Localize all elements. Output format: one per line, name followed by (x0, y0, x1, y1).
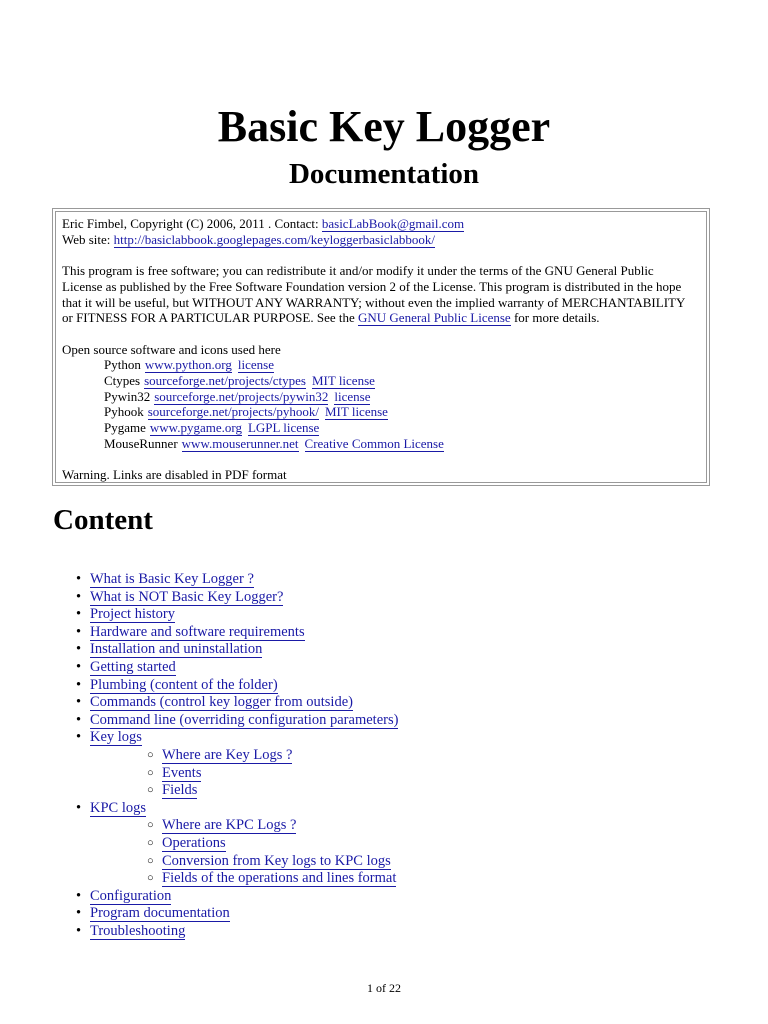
website-link[interactable]: http://basiclabbook.googlepages.com/keyloggerbasiclabbook/ (113, 231, 435, 247)
software-name: Pygame (104, 420, 146, 436)
toc-link-hardware-and-software-requirements[interactable]: Hardware and software requirements (90, 623, 305, 640)
bullet-icon: • (76, 623, 82, 640)
software-row-pyhook (62, 404, 700, 420)
toc-link-installation-and-uninstallation[interactable]: Installation and uninstallation (90, 641, 263, 658)
software-link[interactable]: license (334, 388, 371, 404)
bullet-icon: • (76, 571, 82, 587)
software-name: Ctypes (104, 373, 141, 388)
circle-bullet-icon: ○ (147, 819, 154, 832)
toc-item (56, 712, 398, 730)
license-line-3: that it will be useful, but WITHOUT ANY WARRANTY; without even the implied warranty of MERCHANTABILITY (62, 294, 686, 310)
toc-subitem (90, 853, 398, 871)
toc-item (56, 624, 398, 642)
gpl-link[interactable]: GNU General Public License (358, 310, 511, 326)
toc-item (56, 571, 398, 589)
software-link[interactable]: sourceforge.net/projects/pywin32 (154, 388, 329, 404)
software-row-pywin32 (62, 389, 700, 405)
software-link[interactable]: www.mouserunner.net (181, 435, 299, 451)
circle-bullet-icon: ○ (147, 748, 154, 761)
spacer (62, 247, 700, 263)
toc-item (56, 694, 398, 712)
content-heading: Content (53, 504, 153, 536)
software-name: Pywin32 (104, 388, 151, 404)
license-last-pre: or FITNESS FOR A PARTICULAR PURPOSE. See the (62, 310, 358, 326)
toc-item (56, 905, 398, 923)
bullet-icon: • (76, 694, 82, 711)
bullet-icon: • (76, 606, 82, 623)
toc-link-key-logs[interactable]: Key logs (90, 729, 142, 746)
toc-link-what-is-not-basic-key-logger[interactable]: What is NOT Basic Key Logger? (90, 588, 284, 605)
contact-email-link[interactable]: basicLabBook@gmail.com (321, 216, 465, 231)
toc-item (56, 606, 398, 624)
software-name: Python (104, 357, 141, 373)
page-number: 1 of 22 (367, 981, 401, 995)
license-line-4 (62, 310, 700, 326)
toc-link-program-documentation[interactable]: Program documentation (90, 905, 230, 922)
license-line-2: License as published by the Free Software Foundation version 2 of the License. This program is distributed in the hope (62, 278, 682, 294)
software-link[interactable]: sourceforge.net/projects/ctypes (144, 373, 306, 388)
toc-item (56, 659, 398, 677)
info-box-inner (55, 211, 707, 483)
bullet-icon: • (76, 905, 82, 922)
circle-bullet-icon: ○ (147, 836, 154, 849)
toc-subitem (90, 747, 398, 765)
license-last-post: for more details. (510, 310, 600, 326)
circle-bullet-icon: ○ (147, 766, 154, 779)
circle-bullet-icon: ○ (147, 784, 154, 797)
website-line (62, 232, 700, 248)
toc-link-where-are-key-logs[interactable]: Where are Key Logs ? (162, 746, 293, 763)
bullet-icon: • (76, 922, 82, 939)
software-row-ctypes (62, 373, 700, 389)
software-row-pygame (62, 420, 700, 436)
toc-item (56, 677, 398, 695)
toc-sublist (90, 817, 398, 887)
toc-subitem (90, 870, 398, 888)
spacer (62, 452, 700, 468)
pdf-warning: Warning. Links are disabled in PDF format (62, 467, 287, 483)
toc-subitem (90, 765, 398, 783)
software-row-mouserunner (62, 436, 700, 452)
bullet-icon: • (76, 588, 82, 605)
oss-intro: Open source software and icons used here (62, 341, 281, 357)
toc-link-kpc-logs[interactable]: KPC logs (90, 799, 147, 816)
toc-link-project-history[interactable]: Project history (90, 606, 175, 623)
toc-link-operations[interactable]: Operations (162, 834, 226, 851)
toc-sublist (90, 747, 398, 800)
software-name: Pyhook (104, 404, 144, 420)
circle-bullet-icon: ○ (147, 872, 154, 885)
software-name: MouseRunner (104, 435, 178, 451)
software-link[interactable]: license (237, 357, 274, 373)
toc-link-configuration[interactable]: Configuration (90, 887, 172, 904)
toc-subitem (90, 817, 398, 835)
website-label: Web site: (62, 231, 114, 247)
toc-link-events[interactable]: Events (162, 764, 202, 781)
toc-item (56, 888, 398, 906)
toc-item (56, 800, 398, 888)
bullet-icon: • (76, 676, 82, 693)
toc-link-what-is-basic-key-logger[interactable]: What is Basic Key Logger ? (90, 571, 254, 587)
document-title: Basic Key Logger (217, 102, 551, 152)
software-link[interactable]: MIT license (324, 404, 388, 420)
bullet-icon: • (76, 799, 82, 816)
toc-link-conversion-from-key-logs-to-kpc-logs[interactable]: Conversion from Key logs to KPC logs (162, 852, 391, 869)
software-link[interactable]: MIT license (311, 373, 375, 388)
software-link[interactable]: LGPL license (247, 420, 320, 436)
copyright-text: Eric Fimbel, Copyright (C) 2006, 2011 . Contact: (62, 216, 322, 231)
toc-link-fields[interactable]: Fields (162, 782, 198, 799)
toc-link-commands-control-key-logger-from-outside[interactable]: Commands (control key logger from outside) (90, 694, 353, 711)
circle-bullet-icon: ○ (147, 854, 154, 867)
software-link[interactable]: www.python.org (144, 357, 232, 373)
toc-link-plumbing-content-of-the-folder[interactable]: Plumbing (content of the folder) (90, 676, 278, 693)
spacer (62, 326, 700, 342)
info-box (52, 208, 710, 486)
bullet-icon: • (76, 658, 82, 675)
software-link[interactable]: www.pygame.org (149, 420, 242, 436)
software-row-python (62, 357, 700, 373)
bullet-icon: • (76, 729, 82, 746)
toc-link-getting-started[interactable]: Getting started (90, 658, 176, 675)
toc-link-fields-of-the-operations-and-lines-format[interactable]: Fields of the operations and lines format (162, 870, 397, 887)
software-list (62, 357, 700, 451)
software-link[interactable]: sourceforge.net/projects/pyhook/ (147, 404, 319, 420)
toc-subitem (90, 835, 398, 853)
document-subtitle: Documentation (288, 158, 480, 190)
bullet-icon: • (76, 887, 82, 904)
table-of-contents (56, 571, 398, 940)
software-link[interactable]: Creative Common License (304, 435, 444, 451)
toc-item (56, 641, 398, 659)
copyright-line (62, 216, 700, 232)
toc-item (56, 923, 398, 941)
toc-link-troubleshooting[interactable]: Troubleshooting (90, 922, 186, 939)
bullet-icon: • (76, 711, 82, 728)
toc-link-where-are-kpc-logs[interactable]: Where are KPC Logs ? (162, 817, 297, 834)
toc-subitem (90, 782, 398, 800)
toc-link-command-line-overriding-configuration-parameters[interactable]: Command line (overriding configuration parameters) (90, 711, 399, 728)
toc-item (56, 589, 398, 607)
toc-item (56, 729, 398, 799)
license-line-1: This program is free software; you can redistribute it and/or modify it under the terms of the GNU General Public (62, 263, 654, 279)
bullet-icon: • (76, 641, 82, 658)
